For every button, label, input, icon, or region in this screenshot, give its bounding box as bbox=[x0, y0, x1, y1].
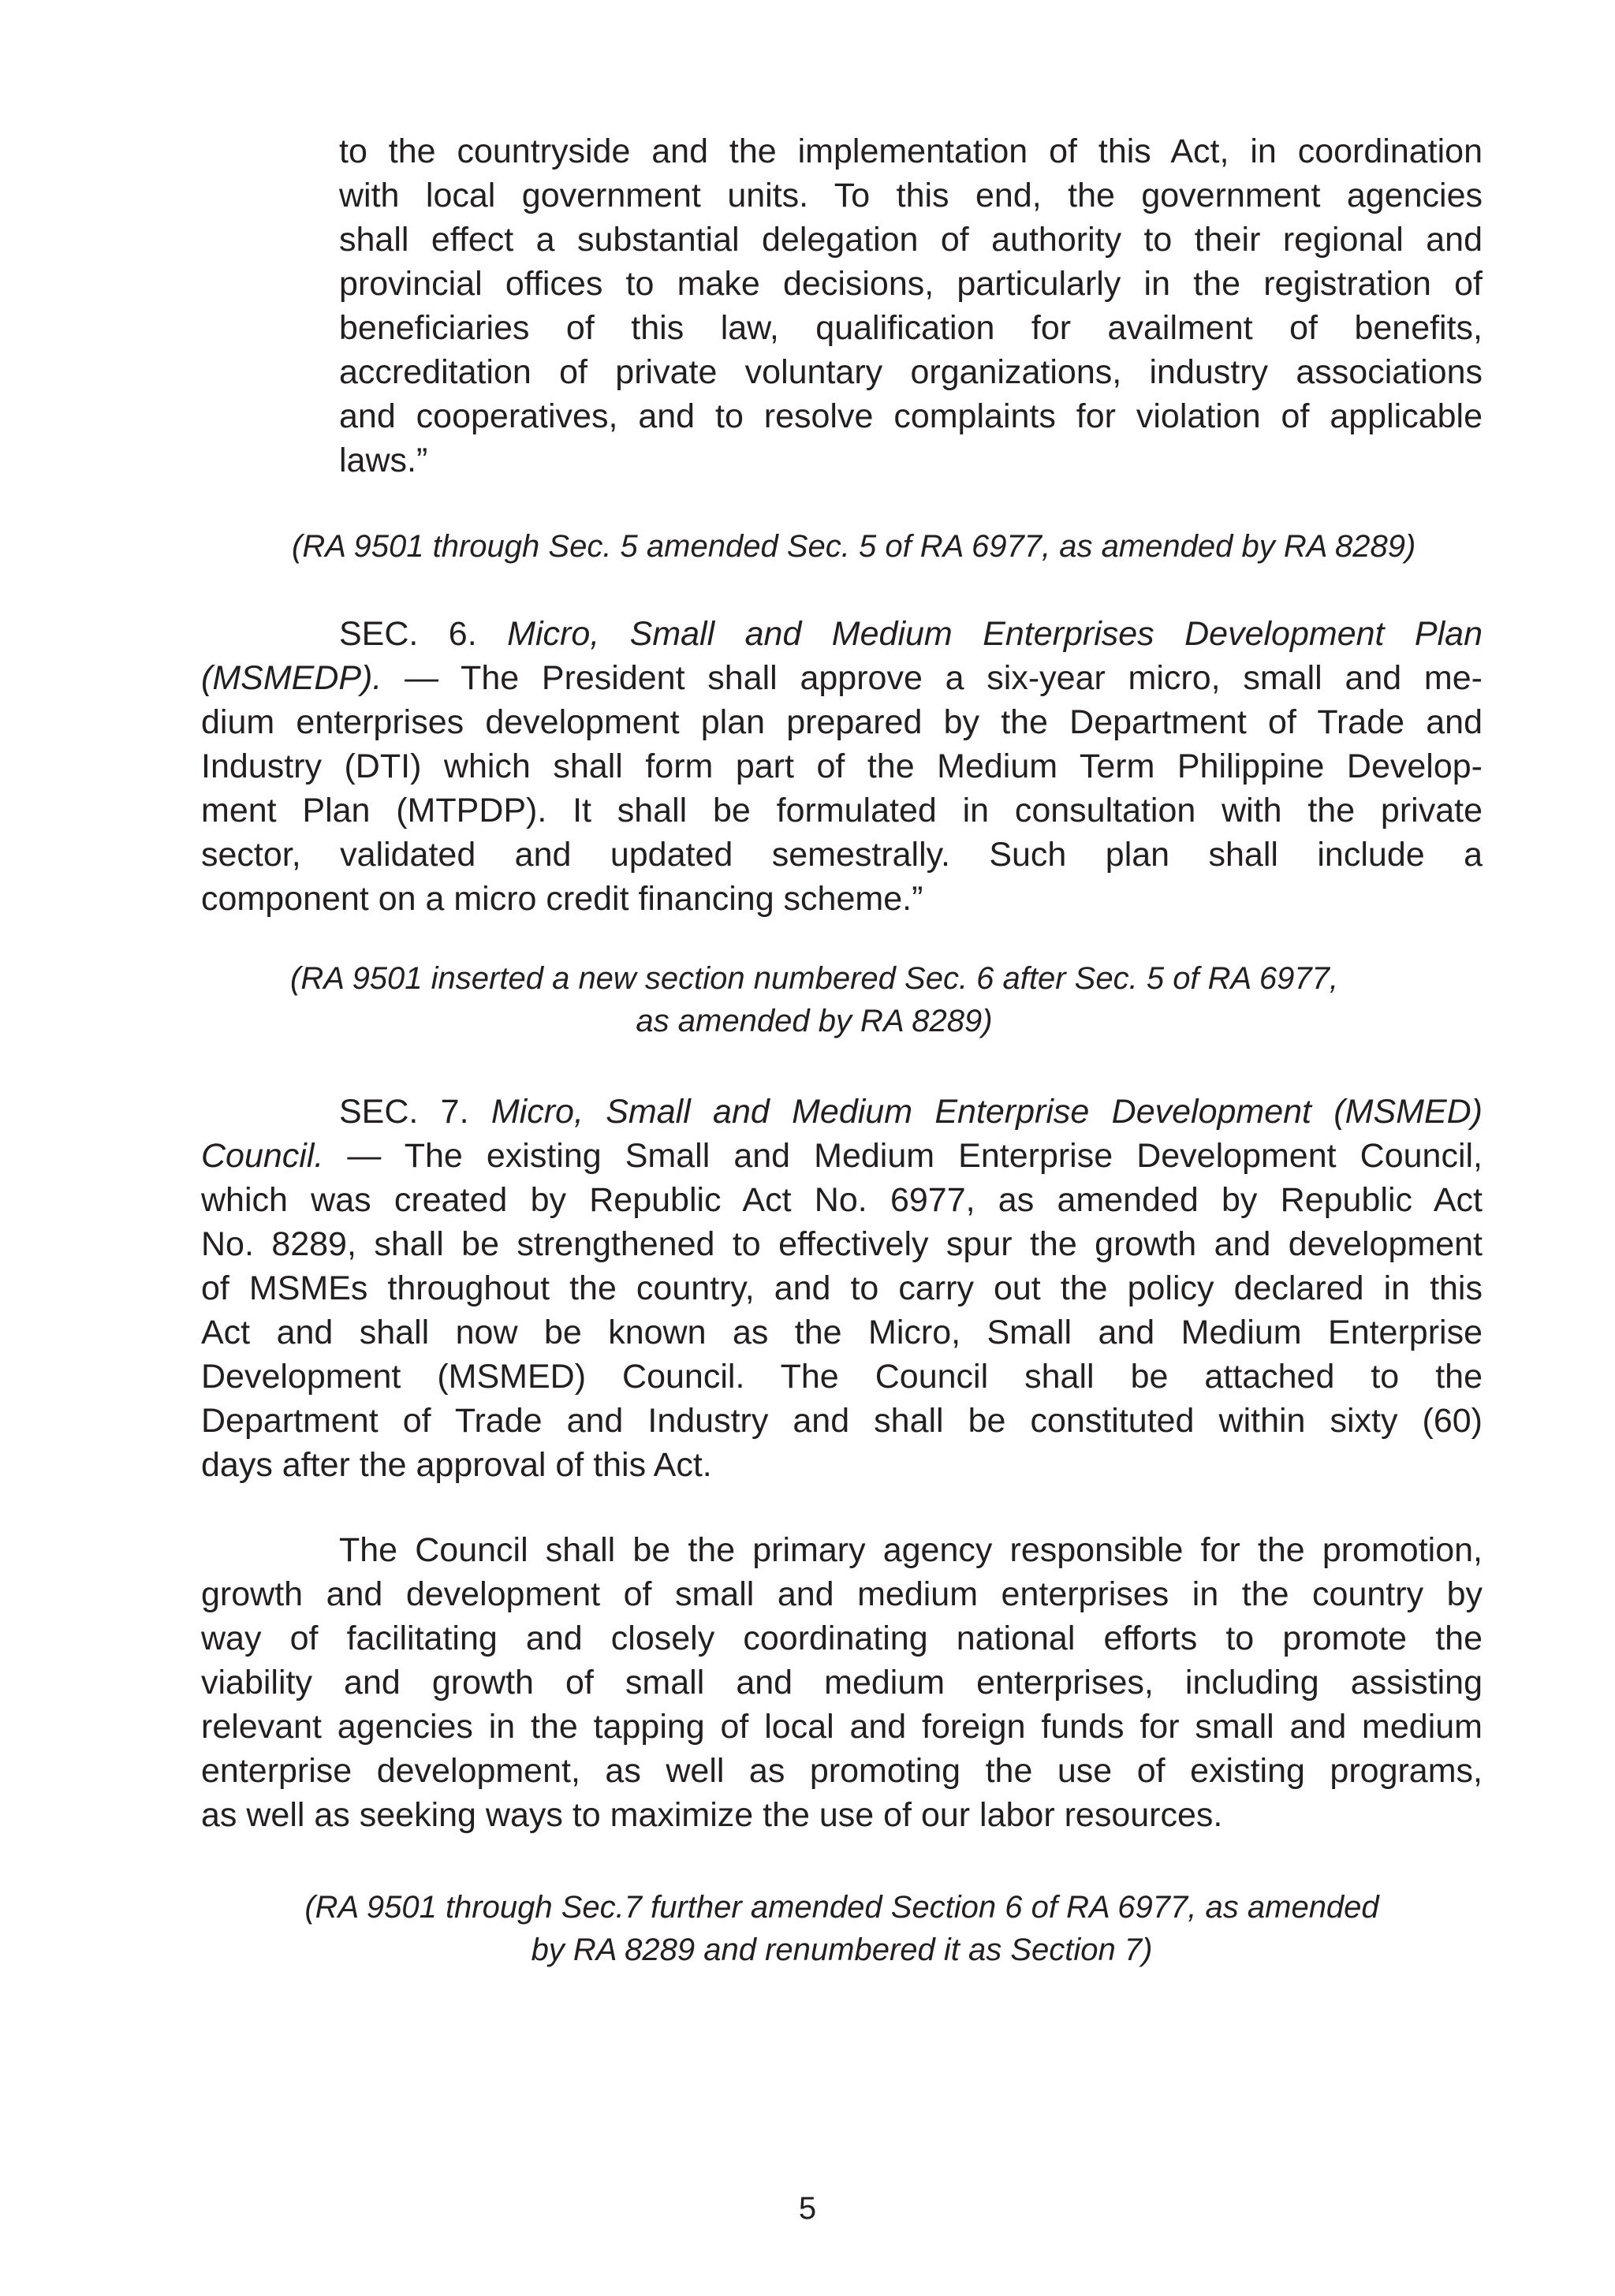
text-line: Development (MSMED) Council. The Council shall be attached to the bbox=[201, 1358, 1483, 1396]
text-line: growth and development of small and medium enterprises in the country by bbox=[201, 1575, 1483, 1613]
text-line: which was created by Republic Act No. 6977, as amended by Republic Act bbox=[201, 1181, 1483, 1219]
section-text: — The President shall approve a six-year micro, small and me- bbox=[382, 659, 1483, 697]
text-line: enterprise development, as well as promoting the use of existing programs, bbox=[201, 1752, 1483, 1790]
text-line: provincial offices to make decisions, particularly in the registration of bbox=[339, 265, 1483, 303]
section-label: SEC. 6. bbox=[339, 615, 477, 653]
text-line: accreditation of private voluntary organizations, industry associations bbox=[339, 353, 1483, 391]
text-line: sector, validated and updated semestrally. Such plan shall include a bbox=[201, 836, 1483, 874]
section-heading-line bbox=[201, 1090, 1483, 1134]
text-line: shall effect a substantial delegation of authority to their regional and bbox=[339, 221, 1483, 259]
text-line: Act and shall now be known as the Micro, Small and Medium Enterprise bbox=[201, 1314, 1483, 1351]
section-title: Micro, Small and Medium Enterprises Development Plan bbox=[507, 615, 1483, 653]
text-line: to the countryside and the implementation of this Act, in coordination bbox=[339, 132, 1483, 170]
section-text: — The existing Small and Medium Enterprise Development Council, bbox=[323, 1137, 1483, 1175]
text-line: as well as seeking ways to maximize the use of our labor resources. bbox=[201, 1796, 1223, 1834]
amendment-note bbox=[292, 525, 1475, 568]
text-line: Industry (DTI) which shall form part of the Medium Term Philippine Develop- bbox=[201, 747, 1483, 785]
text-line: with local government units. To this end, the government agencies bbox=[339, 177, 1483, 214]
section-title: Micro, Small and Medium Enterprise Development (MSMED) bbox=[490, 1093, 1483, 1131]
text-line: laws.” bbox=[339, 442, 428, 479]
text-line: days after the approval of this Act. bbox=[201, 1446, 712, 1484]
text-line bbox=[201, 1134, 1483, 1178]
text-line: beneficiaries of this law, qualification for availment of benefits, bbox=[339, 309, 1483, 347]
section-label: SEC. 7. bbox=[339, 1093, 469, 1131]
text-line: The Council shall be the primary agency responsible for the promotion, bbox=[339, 1531, 1483, 1569]
amendment-note bbox=[201, 1886, 1483, 1971]
section-title-continued: Council. bbox=[201, 1137, 324, 1175]
continuation-paragraph bbox=[339, 129, 1483, 483]
page-number: 5 bbox=[798, 2191, 817, 2226]
note-line: as amended by RA 8289) bbox=[636, 1004, 993, 1038]
council-paragraph bbox=[201, 1528, 1483, 1837]
section-7 bbox=[201, 1090, 1483, 1487]
text-line: No. 8289, shall be strengthened to effectively spur the growth and development bbox=[201, 1225, 1483, 1263]
amendment-note bbox=[201, 957, 1483, 1042]
note-line: by RA 8289 and renumbered it as Section 7) bbox=[531, 1933, 1153, 1967]
note-line: (RA 9501 inserted a new section numbered Sec. 6 after Sec. 5 of RA 6977, bbox=[290, 961, 1338, 996]
section-heading-line bbox=[201, 612, 1483, 656]
section-title-continued: (MSMEDP). bbox=[201, 659, 382, 697]
text-line: dium enterprises development plan prepared by the Department of Trade and bbox=[201, 703, 1483, 741]
text-line: of MSMEs throughout the country, and to carry out the policy declared in this bbox=[201, 1269, 1483, 1307]
section-6 bbox=[201, 612, 1483, 921]
text-line: relevant agencies in the tapping of local and foreign funds for small and medium bbox=[201, 1708, 1483, 1746]
note-line: (RA 9501 through Sec. 5 amended Sec. 5 of RA 6977, as amended by RA 8289) bbox=[292, 529, 1416, 564]
text-line: viability and growth of small and medium enterprises, including assisting bbox=[201, 1664, 1483, 1702]
text-line: ment Plan (MTPDP). It shall be formulated in consultation with the private bbox=[201, 792, 1483, 829]
note-line: (RA 9501 through Sec.7 further amended Section 6 of RA 6977, as amended bbox=[304, 1890, 1379, 1925]
text-line bbox=[201, 656, 1483, 700]
text-line: Department of Trade and Industry and shall be constituted within sixty (60) bbox=[201, 1402, 1483, 1440]
text-line: component on a micro credit financing scheme.” bbox=[201, 880, 923, 918]
text-line: and cooperatives, and to resolve complaints for violation of applicable bbox=[339, 397, 1483, 435]
text-line: way of facilitating and closely coordinating national efforts to promote the bbox=[201, 1620, 1483, 1657]
